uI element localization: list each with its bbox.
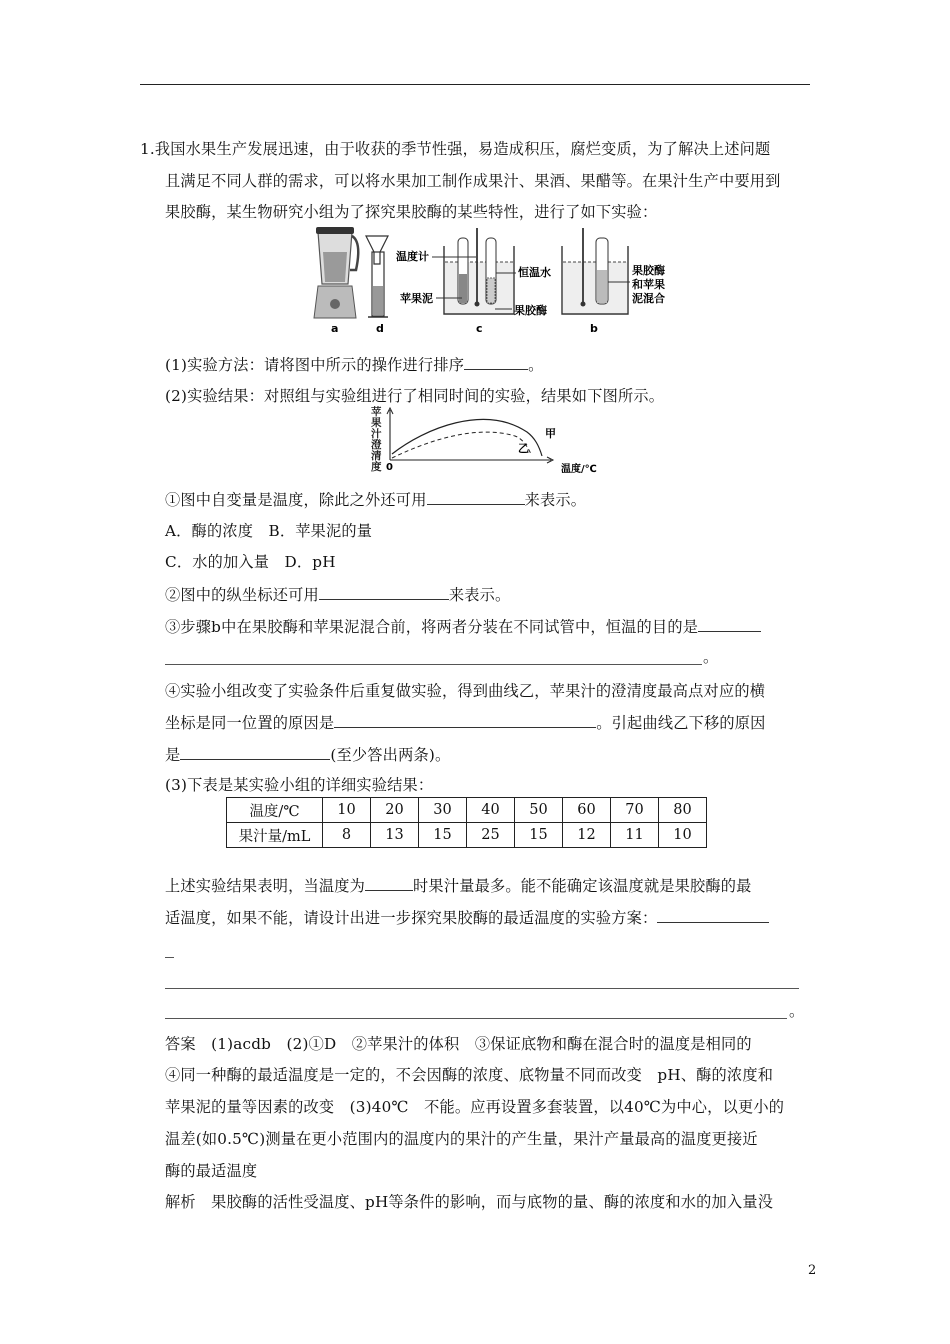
clarity-chart <box>365 406 610 474</box>
row-header-temp: 温度/℃ <box>227 798 323 823</box>
q4-line-2: 坐标是同一位置的原因是 。引起曲线乙下移的原因 <box>165 711 766 734</box>
table-row <box>227 823 707 848</box>
answer-blank-1[interactable] <box>464 353 528 370</box>
label-pectinase: 果胶酶 <box>514 304 547 317</box>
q3-line: ③步骤b中在果胶酶和苹果泥混合前，将两者分装在不同试管中，恒温的目的是 <box>165 615 761 638</box>
caption-c: c <box>476 322 483 334</box>
q1-options-2: C．水的加入量 D．pH <box>165 553 336 571</box>
series-yi-curve <box>392 432 531 458</box>
cell: 13 <box>371 823 419 848</box>
cell: 60 <box>563 798 611 823</box>
blender-illustration <box>314 227 358 318</box>
question-line-2: 且满足不同人群的需求，可以将水果加工制作成果汁、果酒、果醋等。在果汁生产中要用到 <box>165 172 781 190</box>
results-table <box>226 797 707 848</box>
part1-line: (1)实验方法：请将图中所示的操作进行排序 。 <box>165 353 543 376</box>
answer-line-q3[interactable] <box>165 664 702 665</box>
answer-line-plan-1[interactable] <box>165 988 799 989</box>
answer-blank-5[interactable] <box>334 711 596 728</box>
water-bath-c <box>444 228 514 314</box>
cell: 80 <box>659 798 707 823</box>
water-bath-b <box>562 228 628 314</box>
question-line-3: 果胶酶，某生物研究小组为了探究果胶酶的某些特性，进行了如下实验： <box>165 203 658 221</box>
cell: 50 <box>515 798 563 823</box>
cell: 10 <box>659 823 707 848</box>
x-axis-label: 温度/℃ <box>561 464 597 474</box>
q4-line-3: 是 (至少答出两条)。 <box>165 743 450 766</box>
q4-line-1: ④实验小组改变了实验条件后重复做实验，得到曲线乙，苹果汁的澄清度最高点对应的横 <box>165 682 766 700</box>
cell: 25 <box>467 823 515 848</box>
q1-line: ①图中自变量是温度，除此之外还可用 来表示。 <box>165 488 586 511</box>
answer-line-5: 酶的最适温度 <box>165 1162 258 1180</box>
caption-d: d <box>376 322 384 334</box>
answer-line-plan-2[interactable] <box>165 1018 787 1019</box>
series-yi-label: 乙 <box>518 442 529 455</box>
part3-end: 。 <box>789 1002 805 1020</box>
label-thermometer: 温度计 <box>396 250 429 263</box>
part3-after-2: 适温度，如果不能，请设计出进一步探究果胶酶的最适温度的实验方案： <box>165 906 769 929</box>
label-water: 恒温水 <box>518 266 551 279</box>
answer-blank-3[interactable] <box>319 583 449 600</box>
label-apple-puree: 苹果泥 <box>400 292 433 305</box>
ylabel-char-4: 澄 <box>371 439 382 451</box>
funnel-cylinder-illustration <box>366 236 388 317</box>
answer-line-4: 温差(如0.5℃)测量在更小范围内的温度内的果汁的产生量，果汁产量最高的温度更接近 <box>165 1130 758 1148</box>
ylabel-char-2: 果 <box>371 417 382 429</box>
page-number: 2 <box>808 1263 817 1278</box>
cell: 8 <box>323 823 371 848</box>
row-header-juice: 果汁量/mL <box>227 823 323 848</box>
cell: 20 <box>371 798 419 823</box>
label-mix-1: 果胶酶 <box>632 264 665 277</box>
cell: 30 <box>419 798 467 823</box>
caption-b: b <box>590 322 598 334</box>
cell: 40 <box>467 798 515 823</box>
origin-label: 0 <box>386 462 393 473</box>
cell: 11 <box>611 823 659 848</box>
apparatus-figure <box>310 222 690 334</box>
cell: 15 <box>419 823 467 848</box>
header-rule <box>140 84 810 85</box>
cell: 70 <box>611 798 659 823</box>
cell: 10 <box>323 798 371 823</box>
answer-blank-2[interactable] <box>427 488 525 505</box>
label-mix-2: 和苹果 <box>632 278 665 291</box>
cell: 12 <box>563 823 611 848</box>
series-jia-label: 甲 <box>545 427 556 440</box>
answer-line-1: 答案 (1)acdb (2)①D ②苹果汁的体积 ③保证底物和酶在混合时的温度是相同的 <box>165 1035 752 1053</box>
part3-intro: (3)下表是某实验小组的详细实验结果： <box>165 776 434 794</box>
table-row <box>227 798 707 823</box>
ylabel-char-3: 汁 <box>371 428 382 440</box>
answer-blank-4[interactable] <box>698 615 761 632</box>
answer-line-2: ④同一种酶的最适温度是一定的，不会因酶的浓度、底物量不同而改变 pH、酶的浓度和 <box>165 1066 774 1084</box>
q3-end: 。 <box>703 648 719 666</box>
answer-line-short[interactable] <box>165 957 174 958</box>
q1-options-1: A．酶的浓度 B．苹果泥的量 <box>165 522 373 540</box>
caption-a: a <box>331 322 339 334</box>
analysis-line-1: 解析 果胶酶的活性受温度、pH等条件的影响，而与底物的量、酶的浓度和水的加入量没 <box>165 1193 774 1211</box>
cell: 15 <box>515 823 563 848</box>
ylabel-char-6: 度 <box>371 461 382 473</box>
answer-blank-8[interactable] <box>657 906 769 923</box>
answer-blank-7[interactable] <box>365 874 413 891</box>
question-line-1: 1.我国水果生产发展迅速，由于收获的季节性强，易造成积压，腐烂变质，为了解决上述问题 <box>140 140 771 158</box>
answer-blank-6[interactable] <box>180 743 330 760</box>
label-mix-3: 泥混合 <box>632 292 665 305</box>
ylabel-char-5: 清 <box>371 450 382 462</box>
ylabel-char-1: 苹 <box>371 406 382 418</box>
part3-after-1: 上述实验结果表明，当温度为 时果汁量最多。能不能确定该温度就是果胶酶的最 <box>165 874 752 897</box>
answer-line-3: 苹果泥的量等因素的改变 (3)40℃ 不能。应再设置多套装置，以40℃为中心，以更小的 <box>165 1098 785 1116</box>
part2-line: (2)实验结果：对照组与实验组进行了相同时间的实验，结果如下图所示。 <box>165 387 665 405</box>
q2-line: ②图中的纵坐标还可用 来表示。 <box>165 583 510 606</box>
